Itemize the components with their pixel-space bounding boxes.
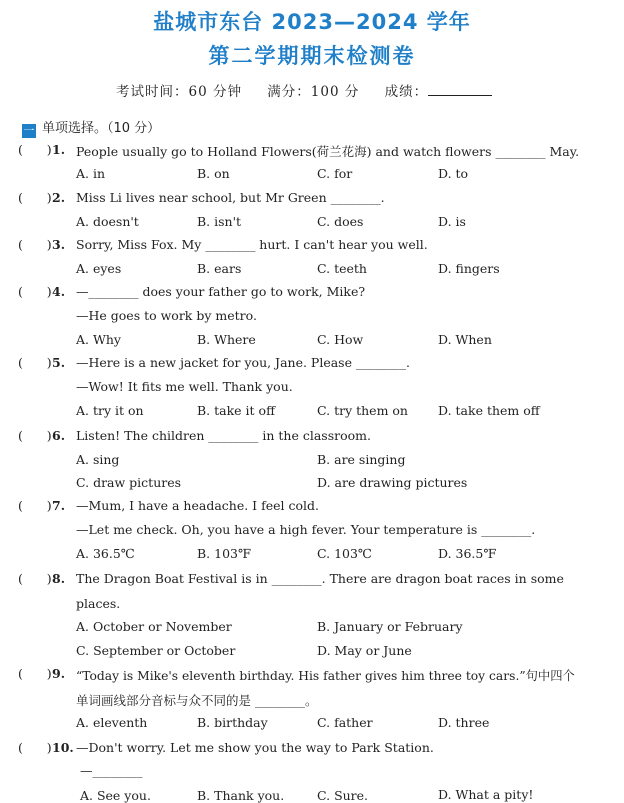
question-number: 1.: [52, 142, 66, 157]
option-c: C. teeth: [317, 261, 367, 276]
option-b: B. take it off: [197, 403, 275, 418]
option-b: B. birthday: [197, 715, 268, 730]
score-label: 成绩：: [384, 84, 429, 100]
option-d: D. May or June: [317, 643, 412, 658]
option-b: B. January or February: [317, 619, 463, 634]
question-number: 5.: [52, 355, 66, 370]
question-stem: Miss Li lives near school, but Mr Green ________.: [76, 190, 385, 205]
option-d: D. 36.5℉: [438, 546, 497, 561]
option-c: C. draw pictures: [76, 475, 182, 490]
option-c: C. does: [317, 214, 364, 229]
option-a: A. sing: [76, 452, 120, 467]
option-c: C. father: [317, 715, 373, 730]
option-b: B. ears: [197, 261, 242, 276]
answer-paren[interactable]: ( ): [18, 355, 52, 370]
question-number: 10.: [52, 740, 74, 755]
option-d: D. take them off: [438, 403, 540, 418]
option-b: B. isn't: [197, 214, 242, 229]
answer-paren[interactable]: ( ): [18, 498, 52, 513]
option-a: A. try it on: [76, 403, 144, 418]
option-a: A. in: [76, 166, 106, 181]
option-d: D. three: [438, 715, 490, 730]
question-stem: People usually go to Holland Flowers(荷兰花海) and watch flowers ________ May.: [76, 144, 580, 159]
question-stem: The Dragon Boat Festival is in ________. There are dragon boat races in some: [76, 571, 564, 586]
option-b: B. 103℉: [197, 546, 252, 561]
question-stem: —Let me check. Oh, you have a high fever. Your temperature is ________.: [76, 522, 536, 537]
section-number-icon: 一: [23, 124, 35, 137]
option-c: C. 103℃: [317, 546, 372, 561]
question-number: 7.: [52, 498, 66, 513]
question-number: 8.: [52, 571, 66, 586]
question-number: 3.: [52, 237, 66, 252]
exam-time: 考试时间：60 分钟: [116, 84, 242, 100]
question-stem: —________ does your father go to work, Mike?: [76, 284, 366, 299]
option-c: C. try them on: [317, 403, 408, 418]
answer-paren[interactable]: ( ): [18, 237, 52, 252]
section-title: 单项选择。（10 分）: [42, 121, 161, 136]
question-stem: Sorry, Miss Fox. My ________ hurt. I can't hear you well.: [76, 237, 428, 252]
option-a: A. eyes: [76, 261, 122, 276]
option-c: C. How: [317, 332, 364, 347]
full-score: 满分：100 分: [267, 84, 360, 100]
section-heading: [22, 117, 160, 138]
question-stem: —Don't worry. Let me show you the way to Park Station.: [76, 740, 434, 755]
option-a: A. October or November: [76, 619, 232, 634]
question-stem: —Mum, I have a headache. I feel cold.: [76, 498, 319, 513]
score-blank[interactable]: [428, 83, 492, 96]
option-c: C. Sure.: [317, 788, 369, 803]
question-stem: —Wow! It fits me well. Thank you.: [76, 379, 293, 394]
option-b: B. are singing: [317, 452, 406, 467]
question-number: 9.: [52, 666, 66, 681]
option-d: D. to: [438, 166, 469, 181]
option-a: A. doesn't: [76, 214, 139, 229]
option-b: B. Where: [197, 332, 256, 347]
option-d: D. What a pity!: [438, 787, 534, 802]
question-stem: —________: [80, 763, 143, 778]
question-stem: places.: [76, 596, 121, 611]
question-number: 6.: [52, 428, 66, 443]
question-number: 4.: [52, 284, 66, 299]
exam-title-line1: 盐城市东台 2023—2024 学年: [153, 10, 471, 34]
question-stem: 单词画线部分音标与众不同的是 ________。: [76, 693, 318, 708]
question-stem: —He goes to work by metro.: [76, 308, 257, 323]
exam-title-line2: 第二学期期末检测卷: [208, 44, 416, 68]
answer-paren[interactable]: ( ): [18, 142, 52, 157]
option-d: D. is: [438, 214, 466, 229]
option-c: C. for: [317, 166, 353, 181]
question-stem: Listen! The children ________ in the classroom.: [76, 428, 371, 443]
question-stem: —Here is a new jacket for you, Jane. Please ________.: [76, 355, 410, 370]
option-b: B. Thank you.: [197, 788, 285, 803]
exam-info: [116, 80, 512, 100]
option-a: A. See you.: [80, 788, 151, 803]
option-b: B. on: [197, 166, 230, 181]
option-a: A. eleventh: [76, 715, 148, 730]
question-stem: “Today is Mike's eleventh birthday. His father gives him three toy cars.”句中四个: [76, 669, 575, 683]
answer-paren[interactable]: ( ): [18, 740, 52, 755]
option-a: A. 36.5℃: [76, 546, 135, 561]
answer-paren[interactable]: ( ): [18, 284, 52, 299]
option-a: A. Why: [76, 332, 121, 347]
question-number: 2.: [52, 190, 66, 205]
answer-paren[interactable]: ( ): [18, 428, 52, 443]
option-c: C. September or October: [76, 643, 236, 658]
answer-paren[interactable]: ( ): [18, 666, 52, 681]
option-d: D. are drawing pictures: [317, 475, 468, 490]
answer-paren[interactable]: ( ): [18, 571, 52, 586]
option-d: D. When: [438, 332, 492, 347]
option-d: D. fingers: [438, 261, 500, 276]
answer-paren[interactable]: ( ): [18, 190, 52, 205]
